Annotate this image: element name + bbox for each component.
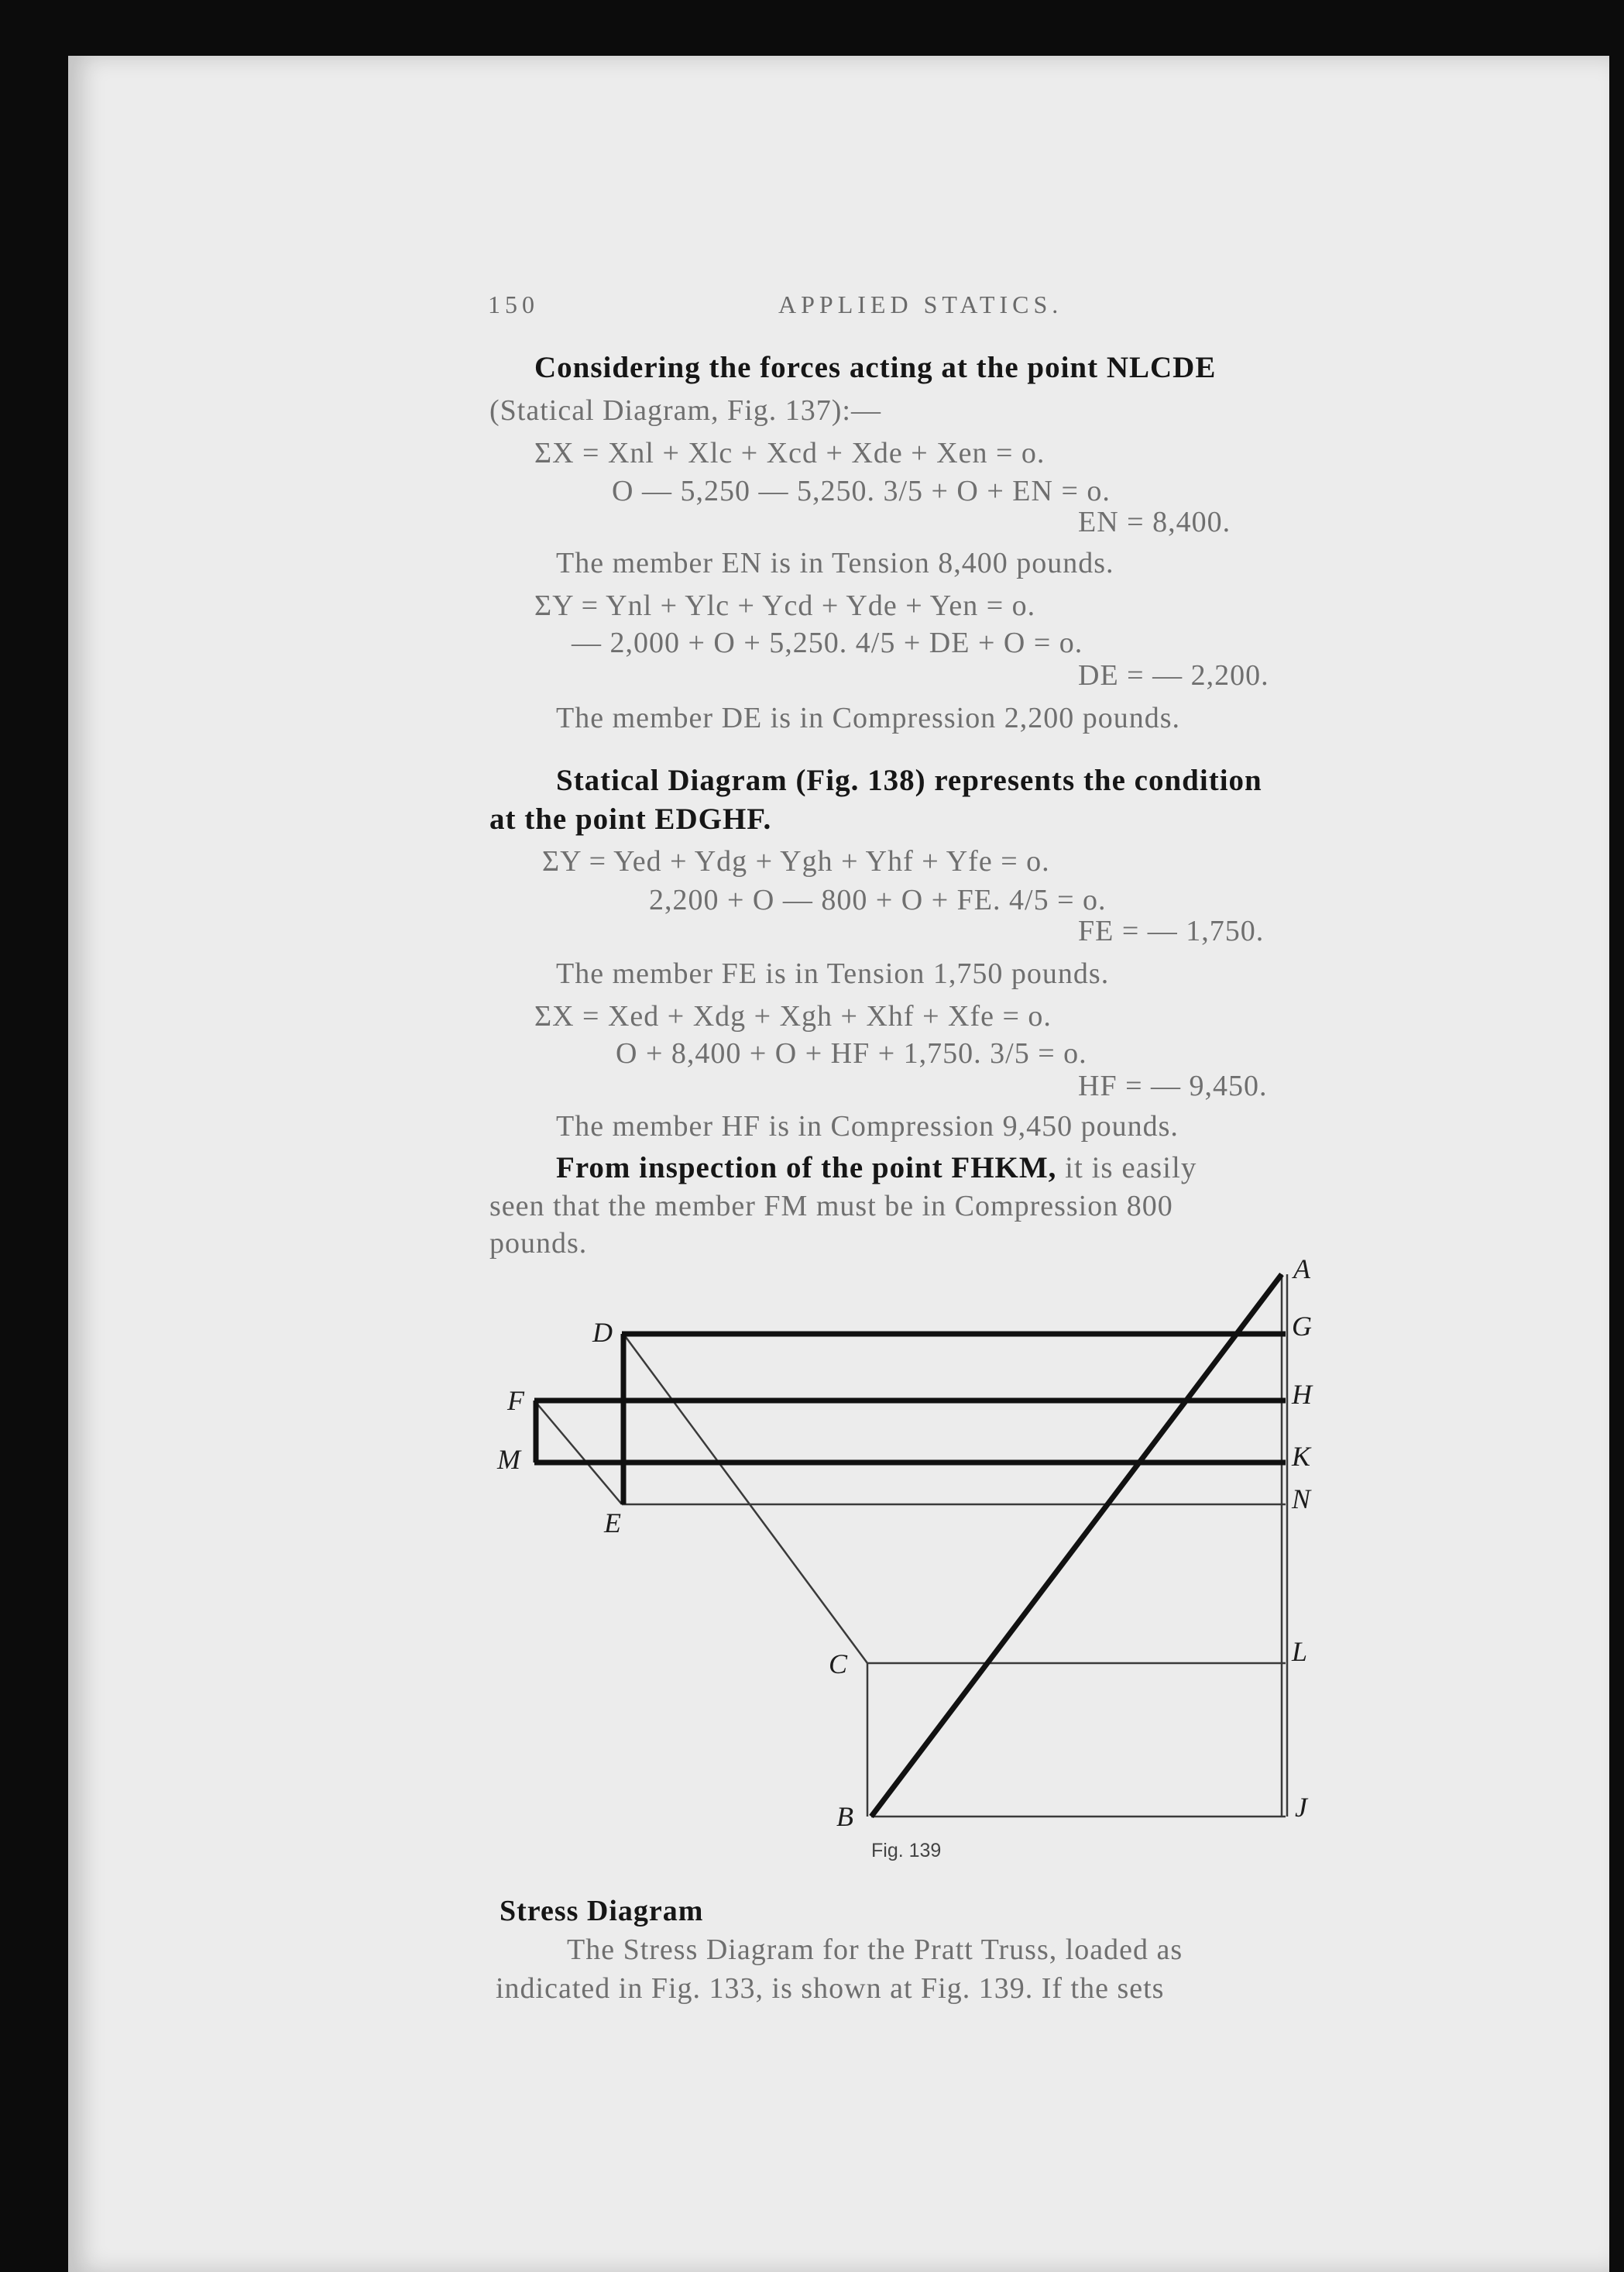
label-F: F — [507, 1385, 524, 1416]
equation: ΣX = Xed + Xdg + Xgh + Xhf + Xfe = o. — [534, 1000, 1052, 1033]
paragraph-line: The Stress Diagram for the Pratt Truss, loaded as — [567, 1933, 1183, 1966]
result-text: The member EN is in Tension 8,400 pounds. — [556, 547, 1114, 579]
label-J: J — [1295, 1792, 1307, 1823]
line-B-A — [871, 1274, 1282, 1817]
label-E: E — [604, 1507, 621, 1538]
equation: FE = — 1,750. — [1078, 915, 1265, 947]
label-D: D — [592, 1317, 613, 1348]
running-head: APPLIED STATICS. — [778, 290, 1063, 318]
section2-heading-cont: at the point EDGHF. — [489, 803, 772, 836]
equation: HF = — 9,450. — [1078, 1070, 1268, 1102]
paragraph-lead: From inspection of the point FHKM, — [556, 1151, 1057, 1184]
label-H: H — [1292, 1379, 1312, 1410]
page-number: 150 — [488, 290, 539, 318]
result-text: The member HF is in Compression 9,450 pounds. — [556, 1110, 1179, 1143]
equation: 2,200 + O — 800 + O + FE. 4/5 = o. — [649, 884, 1107, 916]
label-B: B — [836, 1801, 853, 1832]
paragraph-line: indicated in Fig. 133, is shown at Fig. 139. If the sets — [496, 1972, 1165, 2005]
equation: ΣY = Ynl + Ylc + Ycd + Yde + Yen = o. — [534, 589, 1036, 622]
section1-heading-cont: (Statical Diagram, Fig. 137):— — [489, 394, 881, 427]
equation: ΣY = Yed + Ydg + Ygh + Yhf + Yfe = o. — [542, 845, 1050, 878]
label-C: C — [829, 1648, 848, 1679]
section4-heading: Stress Diagram — [500, 1895, 704, 1927]
label-K: K — [1292, 1441, 1311, 1472]
equation: — 2,000 + O + 5,250. 4/5 + DE + O = o. — [572, 627, 1083, 659]
equation: DE = — 2,200. — [1078, 659, 1269, 692]
section1-heading: Considering the forces acting at the point NLCDE — [534, 351, 1217, 384]
line-F-E — [534, 1401, 622, 1504]
result-text: The member DE is in Compression 2,200 pounds. — [556, 702, 1180, 734]
equation: O — 5,250 — 5,250. 3/5 + O + EN = o. — [612, 475, 1111, 507]
label-N: N — [1292, 1483, 1311, 1514]
label-M: M — [497, 1444, 520, 1475]
label-L: L — [1292, 1636, 1308, 1667]
result-text: The member FE is in Tension 1,750 pounds. — [556, 957, 1110, 990]
equation: EN = 8,400. — [1078, 506, 1231, 538]
paragraph-rest: it is easily — [1065, 1151, 1197, 1184]
paragraph-line: seen that the member FM must be in Compression 800 — [489, 1190, 1173, 1222]
paragraph-line: pounds. — [489, 1227, 588, 1260]
section2-heading: Statical Diagram (Fig. 138) represents the condition — [556, 764, 1262, 797]
equation: O + 8,400 + O + HF + 1,750. 3/5 = o. — [616, 1037, 1087, 1070]
label-A: A — [1293, 1253, 1310, 1284]
line-D-C — [623, 1334, 867, 1663]
label-G: G — [1292, 1311, 1312, 1342]
equation: ΣX = Xnl + Xlc + Xcd + Xde + Xen = o. — [534, 437, 1045, 469]
figure-caption: Fig. 139 — [871, 1840, 942, 1861]
